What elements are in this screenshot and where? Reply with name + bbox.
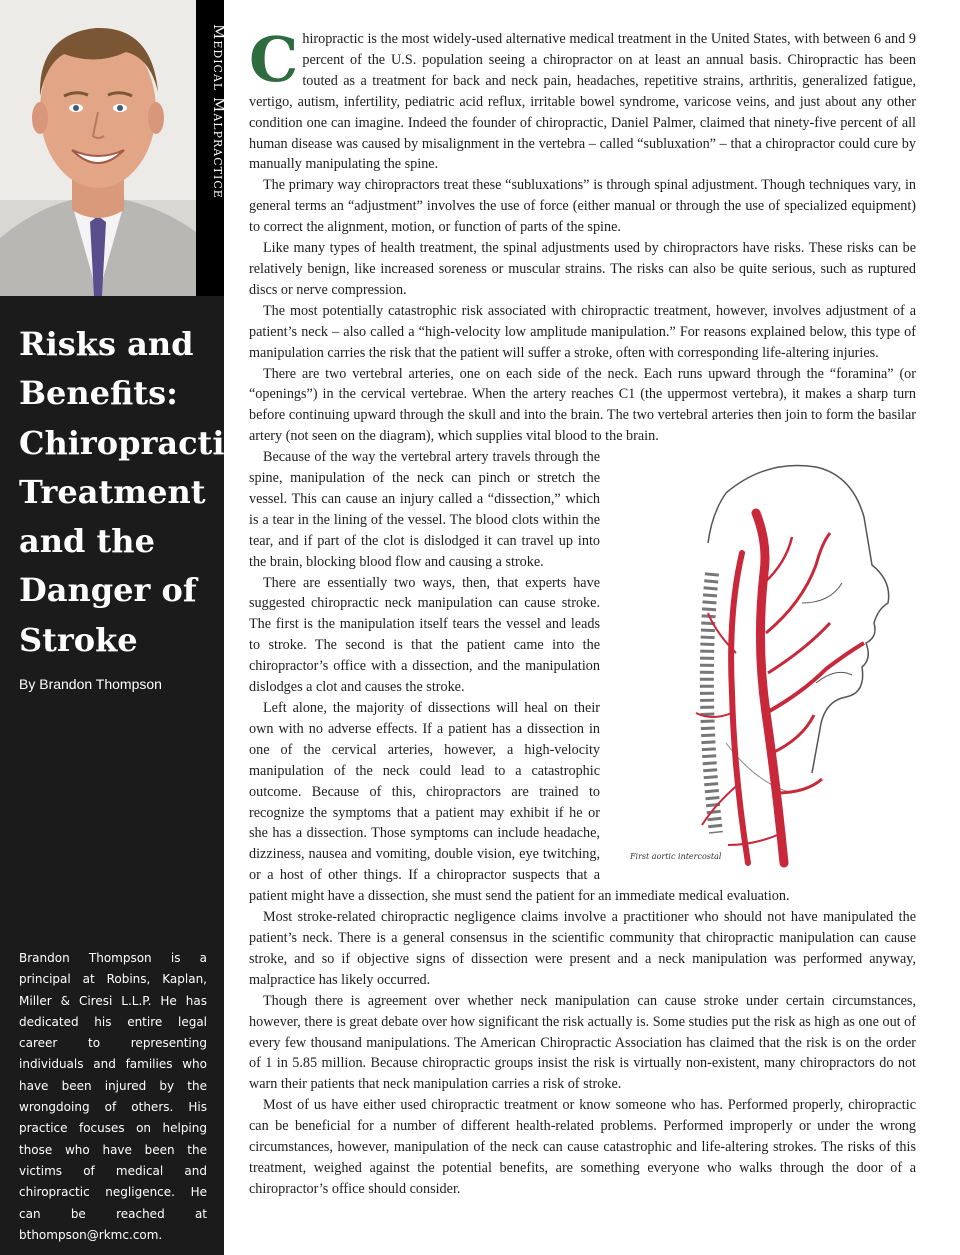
paragraph: There are essentially two ways, then, that experts have suggested chiropractic neck manipulation can cause stroke. The first is the manipulation itself tears the vessel and leads to stroke. The second is that the patient came into the chiropractor’s office with a dissection, and the manipulation dislodges a clot and causes the stroke.	[249, 574, 600, 696]
paragraph: Most stroke-related chiropractic negligence claims involve a practitioner who should not have manipulated the patient’s neck. There is a general consensus in the scientific community that chiropractic manipulation can cause stroke, and so if objective signs of dissection were present and a neck manipulation was performed anyway, malpractice has likely occurred.	[249, 909, 916, 988]
paragraph: Most of us have either used chiropractic treatment or know someone who has. Performed properly, chiropractic can be beneficial for a number of different health-related problems. Performed improperly or under the wrong circumstances, however, manipulation of the neck can cause catastrophic and life-altering strokes. The risks of this treatment, weighed against the potential benefits, are something everyone who walks through the door of a chiropractor’s office should consider.	[249, 1097, 916, 1197]
paragraph: Though there is agreement over whether neck manipulation can cause stroke under certain circumstances, however, there is great debate over how significant the risk actually is. Some studies put the risk as high as one out of every few thousand manipulations. The American Chiropractic Association has claimed that the risk is on the order of 1 in 5.85 million. Because chiropractic groups insist the risk is virtually non-existent, many chiropractors do not warn their patients that neck manipulation carries a risk of stroke.	[249, 992, 916, 1093]
drop-cap: C	[249, 23, 299, 96]
paragraph: Left alone, the majority of dissections will heal on their own with no adverse effects. If a patient has a dissection in one of the cervical arteries, however, a high-velocity manipulation of the neck could lead to a catastrophic outcome. Because of this, chiropractors are trained to recognize the symptoms that a patient may exhibit if he or she has a dissection. Those symptoms can include headache, dizziness, nausea and vomiting, double vision, eye twitching, or a host of other things. If a chiropractor suspects that a patient might have a dissection, she must send the patient for an immediate medical evaluation.	[249, 700, 790, 905]
section-label: Medical Malpractice	[210, 24, 228, 199]
paragraph: Because of the way the vertebral artery travels through the spine, manipulation of the neck can pinch or stretch the vessel. This can cause an injury called a “dissection,” which is a tear in the lining of the vessel. The blood clots within the tear, and if part of the clot is dislodged it can travel up into the brain, blocking blood flow and causing a stroke.	[249, 449, 600, 570]
author-photo	[0, 0, 196, 296]
figure-caption: First aortic intercostal	[630, 852, 722, 862]
sidebar	[0, 0, 244, 1255]
paragraph: The most potentially catastrophic risk associated with chiropractic treatment, however, involves adjustment of a patient’s neck – also called a “high-velocity low amplitude manipulation.” For reasons explained below, this type of manipulation carries the risk that the patient will suffer a stroke, often with corresponding life-altering injuries.	[249, 302, 916, 361]
paragraph: The primary way chiropractors treat these “subluxations” is through spinal adjustment. Though techniques vary, in general terms an “adjustment” involves the use of force (either manual or through the use of specialized equipment) to correct the alignment, motion, or function of parts of the spine.	[249, 177, 916, 236]
article-body	[249, 23, 916, 1200]
paragraph: Like many types of health treatment, the spinal adjustments used by chiropractors have risks. These risks can be relatively benign, like increased soreness or muscular strains. The risks can also be quite serious, such as ruptured discs or nerve compression.	[249, 240, 916, 298]
artery-diagram	[616, 453, 916, 881]
section-strip	[196, 0, 228, 296]
article-title: Risks and Benefits: Chiropractic Treatment and the Danger of Stroke	[19, 325, 244, 659]
byline: By Brandon Thompson	[19, 676, 162, 692]
paragraph: There are two vertebral arteries, one on each side of the neck. Each runs upward through the “foramina” (or “openings”) in the cervical vertebrae. When the artery reaches C1 (the uppermost vertebra), it makes a sharp turn before continuing upward through the skull and into the brain. The two vertebral arteries then join to form the basilar artery (not seen on the diagram), which supplies vital blood to the brain.	[249, 365, 916, 445]
author-bio: Brandon Thompson is a principal at Robins, Kaplan, Miller & Ciresi L.L.P. He has dedicated his entire legal career to representing individuals and families who have been injured by the wrongdoing of others. His practice focuses on helping those who have been the victims of medical and chiropractic negligence. He can be reached at bthompson@rkmc.com.	[19, 951, 207, 1242]
paragraph: Chiropractic is the most widely-used alternative medical treatment in the United States, with between 6 and 9 percent of the U.S. population seeing a chiropractor on at least an annual basis. Chiropractic has been touted as a treatment for back and neck pain, headaches, repetitive strains, arthritis, generalized fatigue, vertigo, autism, infertility, pediatric acid reflux, irritable bowel syndrome, varicose veins, and just about any other condition one can imagine. Indeed the founder of chiropractic, Daniel Palmer, claimed that ninety-five percent of all human disease was caused by misalignment in the vertebra – called “subluxation” – that a chiropractor could cure by manually manipulating the spine.	[249, 23, 916, 173]
